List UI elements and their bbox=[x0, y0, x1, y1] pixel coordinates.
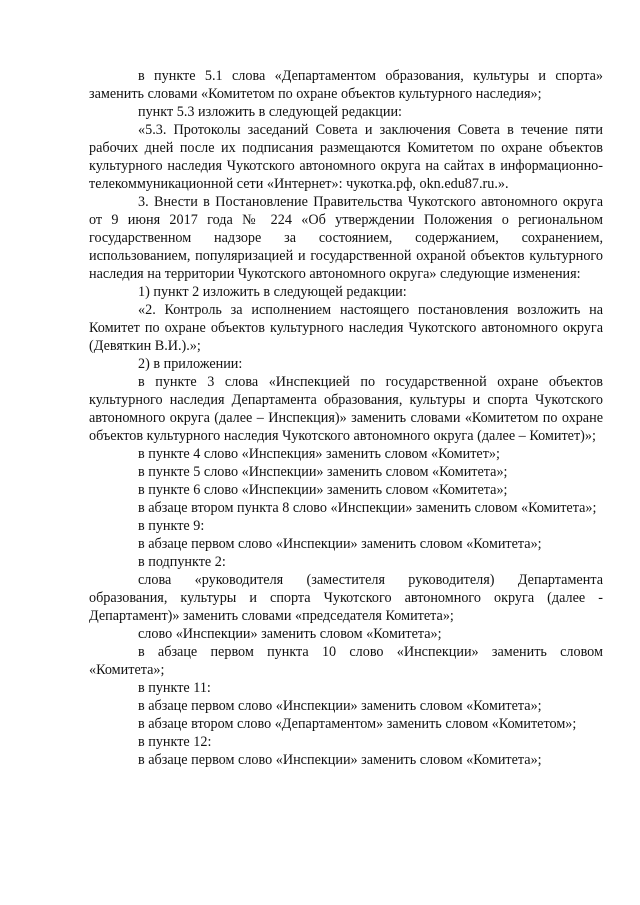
paragraph-10: в пункте 5 слово «Инспекции» заменить словом «Комитета»; bbox=[138, 464, 508, 480]
document-body bbox=[89, 67, 603, 769]
paragraph-2: пункт 5.3 изложить в следующей редакции: bbox=[138, 104, 402, 120]
paragraph-17: слово «Инспекции» заменить словом «Комитета»; bbox=[138, 626, 442, 642]
paragraph-20: в абзаце первом слово «Инспекции» заменить словом «Комитета»; bbox=[138, 698, 542, 714]
paragraph-22: в пункте 12: bbox=[138, 734, 212, 750]
paragraph-8: в пункте 3 слова «Инспекцией по государственной охране объектов культурного наследия Департамента образования, культуры и спорта Чукотского автономного округа (далее – Инспекция)» заменить словами «Комитетом по охране объектов культурного наследия Чукотского автономного округа (далее – Комитет)»; bbox=[89, 374, 603, 444]
paragraph-14: в абзаце первом слово «Инспекции» заменить словом «Комитета»; bbox=[138, 536, 542, 552]
paragraph-6: «2. Контроль за исполнением настоящего постановления возложить на Комитет по охране объектов культурного наследия Чукотского автономного округа (Девяткин В.И.).»; bbox=[89, 302, 603, 354]
paragraph-1: в пункте 5.1 слова «Департаментом образования, культуры и спорта» заменить словами «Комитетом по охране объектов культурного наследия»; bbox=[89, 68, 603, 102]
paragraph-16: слова «руководителя (заместителя руководителя) Департамента образования, культуры и спорта Чукотского автономного округа (далее - Департамент)» заменить словами «председателя Комитета»; bbox=[89, 572, 603, 624]
paragraph-19: в пункте 11: bbox=[138, 680, 211, 696]
paragraph-15: в подпункте 2: bbox=[138, 554, 226, 570]
paragraph-4: 3. Внести в Постановление Правительства Чукотского автономного округа от 9 июня 2017 года № 224 «Об утверждении Положения о региональном государственном надзоре за состоянием, содержанием, сохранением, использованием, популяризацией и государственной охраной объектов культурного наследия на территории Чукотского автономного округа» следующие изменения: bbox=[89, 194, 603, 282]
paragraph-5: 1) пункт 2 изложить в следующей редакции: bbox=[138, 284, 407, 300]
paragraph-12: в абзаце втором пункта 8 слово «Инспекции» заменить словом «Комитета»; bbox=[138, 500, 597, 516]
paragraph-13: в пункте 9: bbox=[138, 518, 205, 534]
paragraph-23: в абзаце первом слово «Инспекции» заменить словом «Комитета»; bbox=[138, 752, 542, 768]
paragraph-9: в пункте 4 слово «Инспекция» заменить словом «Комитет»; bbox=[138, 446, 500, 462]
paragraph-3: «5.3. Протоколы заседаний Совета и заключения Совета в течение пяти рабочих дней после их подписания размещаются Комитетом по охране объектов культурного наследия Чукотского автономного округа на сайтах в информационно-телекоммуникационной сети «Интернет»: чукотка.рф, okn.edu87.ru.». bbox=[89, 122, 603, 192]
paragraph-7: 2) в приложении: bbox=[138, 356, 243, 372]
paragraph-11: в пункте 6 слово «Инспекции» заменить словом «Комитета»; bbox=[138, 482, 508, 498]
paragraph-21: в абзаце втором слово «Департаментом» заменить словом «Комитетом»; bbox=[138, 716, 577, 732]
paragraph-18: в абзаце первом пункта 10 слово «Инспекции» заменить словом «Комитета»; bbox=[89, 644, 603, 678]
